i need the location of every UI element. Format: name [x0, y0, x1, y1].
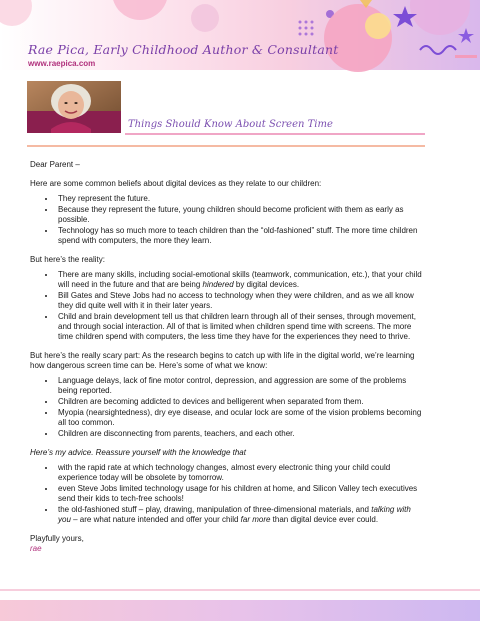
author-photo — [27, 81, 121, 133]
advice-list — [30, 463, 425, 525]
title-underline — [125, 133, 425, 135]
list-item: • There are many skills, including social-emotional skills (teamwork, communication, etc.), that your child will need in the future and that are being hindered by digital devices. — [56, 270, 425, 290]
scary-paragraph: But here’s the really scary part: As the research begins to catch up with life in the digital world, we’re learning how dangerous screen time can be. Here’s some of what we know: — [30, 351, 415, 370]
website-link[interactable]: www.raepica.com — [28, 59, 96, 68]
closing: Playfully yours, — [30, 534, 84, 543]
reality-intro: But here’s the reality: — [30, 255, 106, 264]
list-item: • with the rapid rate at which technology changes, almost every electronic thing your child could experience today will be obsolete by tomorrow. — [56, 463, 425, 483]
list-item: • the old-fashioned stuff – play, drawing, manipulation of three-dimensional materials, and talking with you – are what nature intended and offer your child far more than digital device ever could. — [56, 505, 425, 525]
list-item: • Language delays, lack of fine motor control, depression, and aggression are some of the problems being reported. — [56, 376, 425, 396]
footer-band — [0, 600, 480, 621]
header-divider — [27, 145, 425, 147]
author-name: Rae Pica, Early Childhood Author & Consultant — [28, 42, 339, 57]
scary-list — [30, 376, 425, 439]
intro-paragraph: Here are some common beliefs about digital devices as they relate to our children: — [30, 179, 322, 188]
advice-intro: Here’s my advice. Reassure yourself with the knowledge that — [30, 448, 246, 457]
footer-line — [0, 589, 480, 591]
document-title: Things Should Know About Screen Time — [128, 119, 333, 130]
list-item: • They represent the future. — [56, 194, 425, 204]
list-item: • Children are becoming addicted to devices and belligerent when separated from them. — [56, 397, 425, 407]
salutation: Dear Parent – — [30, 160, 80, 169]
reality-list — [30, 270, 425, 342]
list-item: • Child and brain development tell us that children learn through all of their senses, through movement, and through social interaction. All of that is limited when children spend time with screens. The more time children spend with computers, the less time they have for the experiences they need to thrive. — [56, 312, 425, 342]
signature: rae — [30, 544, 42, 553]
list-item: • Because they represent the future, young children should become proficient with them as early as possible. — [56, 205, 425, 225]
list-item: • Technology has so much more to teach children than the “old-fashioned” stuff. The more time children spend with computers, the more they learn. — [56, 226, 425, 246]
list-item: • even Steve Jobs limited technology usage for his children at home, and Silicon Valley tech executives send their kids to tech-free schools! — [56, 484, 425, 504]
list-item: • Children are disconnecting from parents, teachers, and each other. — [56, 429, 425, 439]
list-item: • Bill Gates and Steve Jobs had no access to technology when they were children, and as we all know they did quite well with it in their later years. — [56, 291, 425, 311]
letter-body — [30, 160, 425, 554]
beliefs-list — [30, 194, 425, 246]
list-item: • Myopia (nearsightedness), dry eye disease, and ocular lock are some of the vision problems becoming all too common. — [56, 408, 425, 428]
